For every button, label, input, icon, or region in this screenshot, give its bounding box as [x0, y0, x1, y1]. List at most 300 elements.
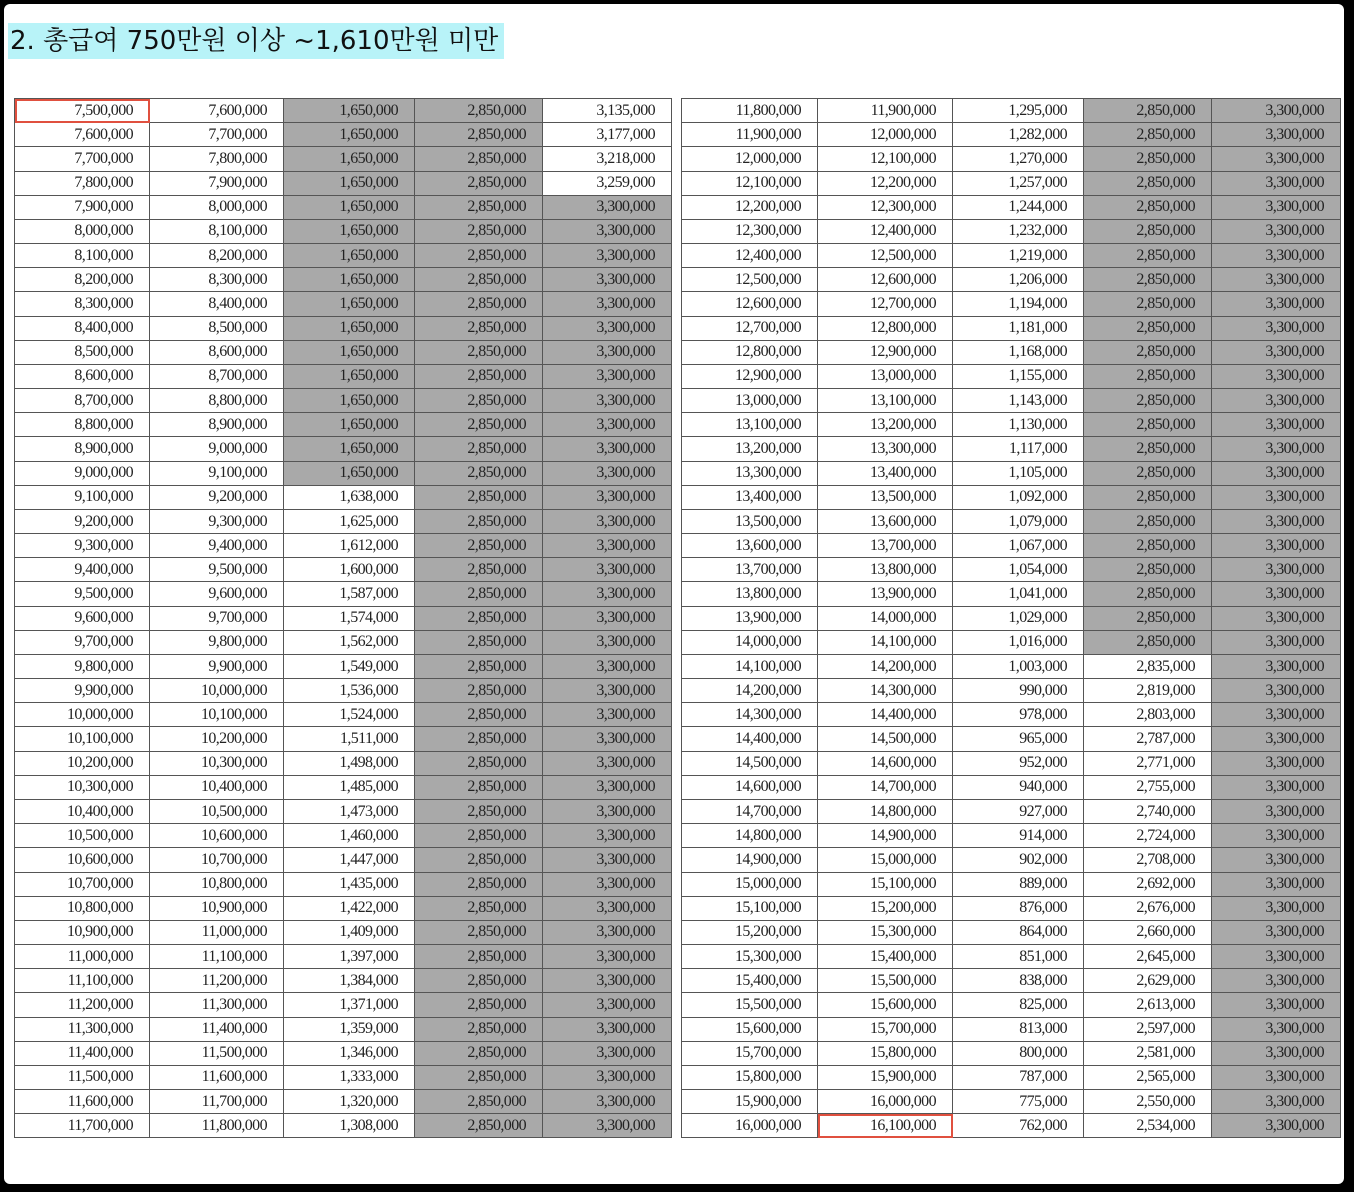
table-cell: 3,300,000 — [1212, 872, 1341, 896]
table-cell: 800,000 — [953, 1041, 1084, 1065]
table-cell: 2,850,000 — [1084, 534, 1212, 558]
table-row — [682, 727, 1341, 751]
table-cell: 8,900,000 — [150, 413, 284, 437]
table-cell: 14,900,000 — [818, 824, 953, 848]
table-cell: 1,194,000 — [953, 292, 1084, 316]
table-cell: 13,500,000 — [682, 509, 818, 533]
table-cell: 2,850,000 — [1084, 292, 1212, 316]
table-cell: 10,700,000 — [150, 848, 284, 872]
table-cell: 3,300,000 — [1212, 268, 1341, 292]
table-cell: 3,300,000 — [543, 437, 672, 461]
table-cell: 13,100,000 — [818, 389, 953, 413]
table-cell: 9,200,000 — [150, 485, 284, 509]
table-cell: 3,300,000 — [543, 969, 672, 993]
table-cell: 14,200,000 — [682, 679, 818, 703]
table-cell: 1,650,000 — [284, 340, 415, 364]
table-cell: 12,200,000 — [682, 195, 818, 219]
table-cell: 12,900,000 — [682, 364, 818, 388]
table-cell: 3,300,000 — [1212, 413, 1341, 437]
table-cell: 813,000 — [953, 1017, 1084, 1041]
table-cell: 15,600,000 — [682, 1017, 818, 1041]
table-cell: 1,650,000 — [284, 437, 415, 461]
table-cell: 1,092,000 — [953, 485, 1084, 509]
table-cell: 2,850,000 — [1084, 389, 1212, 413]
table-cell: 3,300,000 — [543, 582, 672, 606]
table-cell: 12,600,000 — [818, 268, 953, 292]
table-cell: 2,850,000 — [415, 364, 543, 388]
table-cell: 11,700,000 — [15, 1114, 150, 1138]
table-row — [15, 896, 672, 920]
table-cell: 15,700,000 — [818, 1017, 953, 1041]
table-cell: 2,850,000 — [415, 896, 543, 920]
table-cell: 2,850,000 — [415, 679, 543, 703]
table-cell: 3,300,000 — [543, 945, 672, 969]
table-cell: 7,600,000 — [15, 123, 150, 147]
table-cell: 12,000,000 — [818, 123, 953, 147]
table-cell: 2,850,000 — [1084, 195, 1212, 219]
table-row — [682, 969, 1341, 993]
table-cell: 9,900,000 — [150, 654, 284, 678]
table-cell: 1,029,000 — [953, 606, 1084, 630]
table-cell: 2,850,000 — [415, 389, 543, 413]
table-cell: 3,300,000 — [1212, 1114, 1341, 1138]
table-row — [15, 945, 672, 969]
table-cell: 1,422,000 — [284, 896, 415, 920]
table-cell: 2,613,000 — [1084, 993, 1212, 1017]
table-row — [682, 437, 1341, 461]
table-cell: 12,400,000 — [818, 219, 953, 243]
table-row — [15, 1017, 672, 1041]
table-cell: 14,700,000 — [682, 799, 818, 823]
table-cell: 3,300,000 — [1212, 340, 1341, 364]
table-cell: 9,300,000 — [150, 509, 284, 533]
table-cell: 3,135,000 — [543, 99, 672, 123]
table-cell: 3,300,000 — [1212, 679, 1341, 703]
table-cell: 8,600,000 — [15, 364, 150, 388]
table-row — [15, 969, 672, 993]
table-cell: 2,850,000 — [415, 824, 543, 848]
table-cell: 3,300,000 — [1212, 848, 1341, 872]
table-cell: 1,650,000 — [284, 147, 415, 171]
table-cell: 14,000,000 — [818, 606, 953, 630]
table-cell: 1,650,000 — [284, 461, 415, 485]
table-row — [682, 1114, 1341, 1138]
table-cell: 8,400,000 — [15, 316, 150, 340]
table-cell: 3,300,000 — [1212, 582, 1341, 606]
table-cell: 3,300,000 — [1212, 727, 1341, 751]
table-cell: 8,200,000 — [150, 244, 284, 268]
table-cell: 1,308,000 — [284, 1114, 415, 1138]
table-cell: 3,300,000 — [543, 413, 672, 437]
table-row — [15, 123, 672, 147]
table-cell: 3,300,000 — [543, 1017, 672, 1041]
table-cell: 9,200,000 — [15, 509, 150, 533]
table-cell: 3,300,000 — [1212, 195, 1341, 219]
table-cell: 15,900,000 — [682, 1090, 818, 1114]
table-cell: 3,300,000 — [1212, 606, 1341, 630]
table-cell: 2,850,000 — [1084, 244, 1212, 268]
table-row — [15, 558, 672, 582]
table-cell: 1,244,000 — [953, 195, 1084, 219]
table-cell: 14,100,000 — [682, 654, 818, 678]
table-row — [682, 1090, 1341, 1114]
table-cell: 15,400,000 — [682, 969, 818, 993]
table-row — [15, 292, 672, 316]
table-cell: 2,850,000 — [415, 219, 543, 243]
table-cell: 2,850,000 — [1084, 219, 1212, 243]
table-cell: 2,850,000 — [415, 1041, 543, 1065]
table-cell: 3,300,000 — [543, 195, 672, 219]
table-cell: 2,850,000 — [1084, 582, 1212, 606]
table-cell: 1,003,000 — [953, 654, 1084, 678]
table-cell: 8,200,000 — [15, 268, 150, 292]
table-row — [682, 413, 1341, 437]
table-cell: 7,900,000 — [150, 171, 284, 195]
table-cell: 2,771,000 — [1084, 751, 1212, 775]
table-cell: 2,850,000 — [415, 268, 543, 292]
table-cell: 8,000,000 — [150, 195, 284, 219]
table-cell: 14,900,000 — [682, 848, 818, 872]
table-cell: 2,708,000 — [1084, 848, 1212, 872]
table-cell: 3,300,000 — [543, 364, 672, 388]
table-cell: 10,800,000 — [150, 872, 284, 896]
table-cell: 12,100,000 — [818, 147, 953, 171]
table-cell: 2,850,000 — [1084, 99, 1212, 123]
table-row — [682, 461, 1341, 485]
table-cell: 762,000 — [953, 1114, 1084, 1138]
table-row — [682, 824, 1341, 848]
table-cell: 2,850,000 — [1084, 606, 1212, 630]
table-cell: 3,300,000 — [543, 389, 672, 413]
table-cell: 1,295,000 — [953, 99, 1084, 123]
table-cell: 1,079,000 — [953, 509, 1084, 533]
table-cell: 864,000 — [953, 920, 1084, 944]
table-row — [682, 219, 1341, 243]
table-row — [15, 1114, 672, 1138]
table-cell: 3,300,000 — [1212, 534, 1341, 558]
table-cell: 1,168,000 — [953, 340, 1084, 364]
table-cell: 3,300,000 — [1212, 920, 1341, 944]
table-cell: 10,900,000 — [15, 920, 150, 944]
table-cell: 2,850,000 — [415, 509, 543, 533]
table-cell: 2,850,000 — [415, 799, 543, 823]
table-cell: 13,200,000 — [682, 437, 818, 461]
table-cell: 3,300,000 — [1212, 751, 1341, 775]
table-cell: 8,600,000 — [150, 340, 284, 364]
table-cell: 2,850,000 — [415, 727, 543, 751]
table-cell: 3,259,000 — [543, 171, 672, 195]
table-cell: 13,700,000 — [818, 534, 953, 558]
table-row — [682, 340, 1341, 364]
table-cell: 1,650,000 — [284, 316, 415, 340]
table-cell: 9,700,000 — [150, 606, 284, 630]
table-cell: 3,300,000 — [543, 654, 672, 678]
table-row — [15, 316, 672, 340]
table-cell: 1,117,000 — [953, 437, 1084, 461]
table-cell: 7,600,000 — [150, 99, 284, 123]
table-cell: 1,511,000 — [284, 727, 415, 751]
table-cell: 1,536,000 — [284, 679, 415, 703]
table-cell: 2,755,000 — [1084, 775, 1212, 799]
table-cell: 12,700,000 — [682, 316, 818, 340]
table-cell: 14,500,000 — [682, 751, 818, 775]
table-cell: 13,900,000 — [818, 582, 953, 606]
table-cell: 9,400,000 — [15, 558, 150, 582]
table-cell: 1,650,000 — [284, 389, 415, 413]
table-cell: 2,850,000 — [415, 437, 543, 461]
table-cell: 11,100,000 — [15, 969, 150, 993]
table-cell: 11,400,000 — [15, 1041, 150, 1065]
table-cell: 3,300,000 — [543, 1090, 672, 1114]
table-cell: 3,300,000 — [543, 244, 672, 268]
table-cell: 3,300,000 — [1212, 123, 1341, 147]
table-cell: 3,300,000 — [1212, 1017, 1341, 1041]
table-cell: 3,300,000 — [1212, 799, 1341, 823]
table-row — [15, 630, 672, 654]
table-cell: 7,700,000 — [150, 123, 284, 147]
table-cell: 2,819,000 — [1084, 679, 1212, 703]
table-row — [682, 123, 1341, 147]
table-cell: 1,587,000 — [284, 582, 415, 606]
table-cell: 1,041,000 — [953, 582, 1084, 606]
table-cell: 10,100,000 — [15, 727, 150, 751]
table-cell: 2,850,000 — [415, 775, 543, 799]
table-cell: 2,850,000 — [415, 920, 543, 944]
table-cell: 1,473,000 — [284, 799, 415, 823]
table-cell: 927,000 — [953, 799, 1084, 823]
table-cell: 1,105,000 — [953, 461, 1084, 485]
table-row — [682, 558, 1341, 582]
table-cell: 3,300,000 — [1212, 244, 1341, 268]
table-cell: 1,650,000 — [284, 171, 415, 195]
table-cell: 9,900,000 — [15, 679, 150, 703]
table-cell: 11,900,000 — [818, 99, 953, 123]
table-row — [682, 292, 1341, 316]
table-row — [682, 896, 1341, 920]
table-cell: 15,700,000 — [682, 1041, 818, 1065]
table-cell: 2,565,000 — [1084, 1065, 1212, 1089]
table-cell: 12,500,000 — [682, 268, 818, 292]
table-cell: 2,850,000 — [415, 244, 543, 268]
table-cell: 3,300,000 — [1212, 437, 1341, 461]
table-cell: 2,850,000 — [1084, 485, 1212, 509]
table-cell: 9,100,000 — [15, 485, 150, 509]
table-row — [682, 606, 1341, 630]
table-cell: 3,300,000 — [1212, 703, 1341, 727]
table-cell: 2,550,000 — [1084, 1090, 1212, 1114]
table-cell: 10,000,000 — [150, 679, 284, 703]
table-cell: 2,850,000 — [415, 945, 543, 969]
table-cell: 8,500,000 — [15, 340, 150, 364]
table-row — [682, 872, 1341, 896]
table-cell: 1,155,000 — [953, 364, 1084, 388]
table-cell: 3,300,000 — [543, 1065, 672, 1089]
table-cell: 11,000,000 — [150, 920, 284, 944]
table-cell: 2,850,000 — [1084, 340, 1212, 364]
table-cell: 15,400,000 — [818, 945, 953, 969]
table-cell: 3,300,000 — [543, 993, 672, 1017]
table-cell: 3,300,000 — [1212, 896, 1341, 920]
table-cell: 10,600,000 — [15, 848, 150, 872]
table-cell: 14,700,000 — [818, 775, 953, 799]
table-cell: 2,850,000 — [1084, 171, 1212, 195]
table-cell: 876,000 — [953, 896, 1084, 920]
table-cell: 10,300,000 — [15, 775, 150, 799]
table-cell: 12,200,000 — [818, 171, 953, 195]
left-table — [14, 98, 672, 1138]
table-cell: 2,850,000 — [415, 1114, 543, 1138]
table-cell: 13,300,000 — [818, 437, 953, 461]
table-cell: 12,800,000 — [682, 340, 818, 364]
table-row — [682, 993, 1341, 1017]
table-cell: 2,850,000 — [415, 582, 543, 606]
table-cell: 3,300,000 — [543, 703, 672, 727]
table-cell: 11,500,000 — [15, 1065, 150, 1089]
table-cell: 2,850,000 — [1084, 437, 1212, 461]
table-cell: 3,300,000 — [543, 775, 672, 799]
table-row — [682, 171, 1341, 195]
table-cell: 2,850,000 — [1084, 461, 1212, 485]
table-cell: 3,300,000 — [543, 896, 672, 920]
table-cell: 1,257,000 — [953, 171, 1084, 195]
table-cell: 2,724,000 — [1084, 824, 1212, 848]
table-row — [15, 413, 672, 437]
table-cell: 3,300,000 — [543, 1114, 672, 1138]
table-cell: 15,000,000 — [818, 848, 953, 872]
table-cell: 1,384,000 — [284, 969, 415, 993]
table-cell: 11,300,000 — [150, 993, 284, 1017]
table-cell: 12,800,000 — [818, 316, 953, 340]
table-row — [15, 171, 672, 195]
table-cell: 1,460,000 — [284, 824, 415, 848]
table-row — [682, 703, 1341, 727]
table-cell: 2,850,000 — [415, 654, 543, 678]
table-cell: 13,800,000 — [818, 558, 953, 582]
table-cell: 15,000,000 — [682, 872, 818, 896]
table-cell: 2,850,000 — [415, 316, 543, 340]
table-cell: 10,400,000 — [150, 775, 284, 799]
table-cell: 13,000,000 — [682, 389, 818, 413]
table-row — [15, 364, 672, 388]
table-cell: 3,300,000 — [1212, 316, 1341, 340]
table-cell: 8,400,000 — [150, 292, 284, 316]
table-cell: 13,300,000 — [682, 461, 818, 485]
table-row — [15, 99, 672, 123]
table-cell: 3,300,000 — [1212, 824, 1341, 848]
table-cell: 10,300,000 — [150, 751, 284, 775]
table-cell: 11,600,000 — [15, 1090, 150, 1114]
table-cell: 9,300,000 — [15, 534, 150, 558]
table-cell: 1,397,000 — [284, 945, 415, 969]
table-row — [15, 1041, 672, 1065]
table-cell: 8,800,000 — [15, 413, 150, 437]
table-row — [15, 824, 672, 848]
table-cell: 12,900,000 — [818, 340, 953, 364]
table-cell: 1,320,000 — [284, 1090, 415, 1114]
table-cell: 3,300,000 — [543, 920, 672, 944]
table-cell: 14,400,000 — [682, 727, 818, 751]
table-cell: 3,300,000 — [1212, 389, 1341, 413]
table-cell: 3,300,000 — [1212, 945, 1341, 969]
table-cell: 1,346,000 — [284, 1041, 415, 1065]
table-row — [15, 219, 672, 243]
table-cell: 13,600,000 — [682, 534, 818, 558]
table-cell: 11,800,000 — [682, 99, 818, 123]
table-cell: 2,850,000 — [415, 99, 543, 123]
table-cell: 2,850,000 — [415, 751, 543, 775]
table-cell: 11,900,000 — [682, 123, 818, 147]
table-cell: 3,300,000 — [1212, 219, 1341, 243]
table-cell: 10,600,000 — [150, 824, 284, 848]
table-cell: 11,100,000 — [150, 945, 284, 969]
table-cell: 914,000 — [953, 824, 1084, 848]
table-cell: 3,300,000 — [1212, 99, 1341, 123]
table-row — [682, 630, 1341, 654]
table-cell: 3,300,000 — [543, 485, 672, 509]
highlighted-cell: 7,500,000 — [15, 99, 150, 123]
table-cell: 7,800,000 — [15, 171, 150, 195]
table-cell: 8,500,000 — [150, 316, 284, 340]
table-cell: 11,000,000 — [15, 945, 150, 969]
table-row — [15, 872, 672, 896]
table-cell: 12,600,000 — [682, 292, 818, 316]
table-cell: 2,850,000 — [415, 171, 543, 195]
table-cell: 1,016,000 — [953, 630, 1084, 654]
table-cell: 1,549,000 — [284, 654, 415, 678]
table-cell: 1,485,000 — [284, 775, 415, 799]
table-cell: 1,600,000 — [284, 558, 415, 582]
table-cell: 12,700,000 — [818, 292, 953, 316]
table-cell: 2,850,000 — [1084, 147, 1212, 171]
table-cell: 1,143,000 — [953, 389, 1084, 413]
table-cell: 825,000 — [953, 993, 1084, 1017]
table-row — [15, 654, 672, 678]
table-cell: 3,300,000 — [1212, 1041, 1341, 1065]
table-cell: 1,447,000 — [284, 848, 415, 872]
table-cell: 2,692,000 — [1084, 872, 1212, 896]
table-cell: 3,300,000 — [543, 824, 672, 848]
table-cell: 11,600,000 — [150, 1065, 284, 1089]
table-cell: 13,400,000 — [818, 461, 953, 485]
table-cell: 1,498,000 — [284, 751, 415, 775]
table-cell: 8,700,000 — [150, 364, 284, 388]
table-cell: 1,650,000 — [284, 99, 415, 123]
table-cell: 2,850,000 — [1084, 558, 1212, 582]
table-row — [682, 534, 1341, 558]
table-cell: 11,700,000 — [150, 1090, 284, 1114]
table-row — [682, 485, 1341, 509]
table-cell: 3,300,000 — [1212, 969, 1341, 993]
table-cell: 11,500,000 — [150, 1041, 284, 1065]
table-cell: 3,300,000 — [543, 848, 672, 872]
table-cell: 3,300,000 — [543, 292, 672, 316]
table-cell: 15,800,000 — [682, 1065, 818, 1089]
table-cell: 3,300,000 — [543, 219, 672, 243]
table-row — [682, 147, 1341, 171]
table-row — [15, 727, 672, 751]
table-cell: 775,000 — [953, 1090, 1084, 1114]
table-cell: 10,800,000 — [15, 896, 150, 920]
table-cell: 14,800,000 — [818, 799, 953, 823]
table-row — [15, 534, 672, 558]
table-cell: 12,500,000 — [818, 244, 953, 268]
table-cell: 13,500,000 — [818, 485, 953, 509]
table-cell: 1,650,000 — [284, 364, 415, 388]
table-cell: 1,650,000 — [284, 244, 415, 268]
table-cell: 9,000,000 — [15, 461, 150, 485]
table-row — [15, 920, 672, 944]
table-row — [682, 679, 1341, 703]
